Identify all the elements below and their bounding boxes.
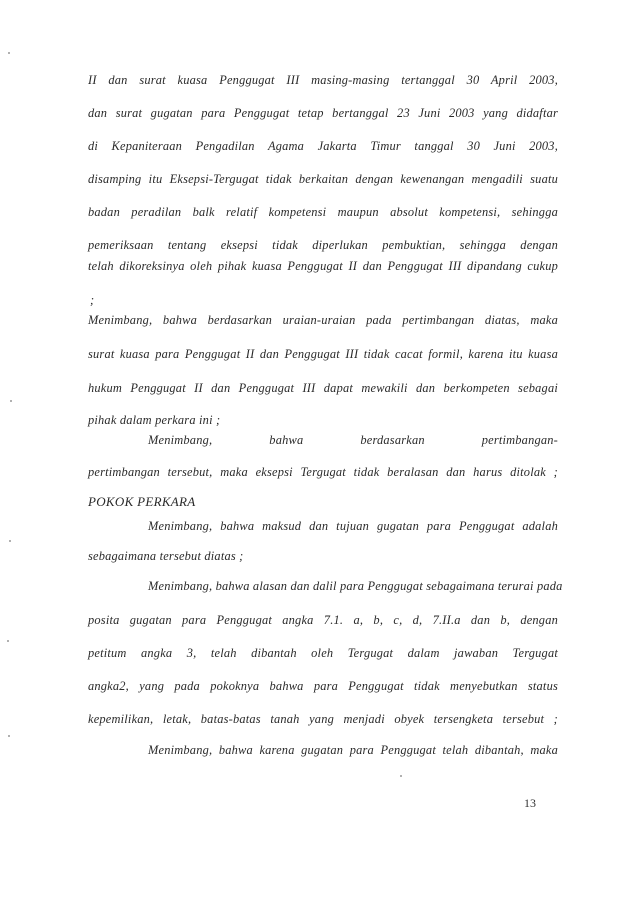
text-line: pertimbangan tersebut, maka eksepsi Tergugat tidak beralasan dan harus ditolak ; [88, 465, 558, 479]
text-line: kepemilikan, letak, batas-batas tanah yang menjadi obyek tersengketa tersebut ; [88, 712, 558, 726]
text-line: Menimbang, bahwa maksud dan tujuan gugatan para Penggugat adalah [148, 519, 558, 533]
text-line: ; [90, 293, 95, 307]
text-line: pemeriksaan tentang eksepsi tidak diperlukan pembuktian, sehingga dengan [88, 238, 558, 252]
text-line: Menimbang, bahwa karena gugatan para Penggugat telah dibantah, maka [148, 743, 558, 757]
text-line: telah dikoreksinya oleh pihak kuasa Penggugat II dan Penggugat III dipandang cukup [88, 259, 558, 273]
scan-speck [8, 52, 10, 54]
text-line: Menimbang, bahwa berdasarkan uraian-uraian pada pertimbangan diatas, maka [88, 313, 558, 327]
text-line: II dan surat kuasa Penggugat III masing-masing tertanggal 30 April 2003, [88, 73, 558, 87]
text-line: surat kuasa para Penggugat II dan Penggugat III tidak cacat formil, karena itu kuasa [88, 347, 558, 361]
scan-speck [9, 540, 11, 542]
text-line: posita gugatan para Penggugat angka 7.1. a, b, c, d, 7.II.a dan b, dengan [88, 613, 558, 627]
text-line: hukum Penggugat II dan Penggugat III dapat mewakili dan berkompeten sebagai [88, 381, 558, 395]
text-line: disamping itu Eksepsi-Tergugat tidak berkaitan dengan kewenangan mengadili suatu [88, 172, 558, 186]
scan-speck [8, 735, 10, 737]
text-line: badan peradilan balk relatif kompetensi maupun absolut kompetensi, sehingga [88, 205, 558, 219]
scan-speck [400, 775, 402, 777]
text-line: sebagaimana tersebut diatas ; [88, 549, 244, 563]
page-number: 13 [524, 796, 536, 810]
text-line: pihak dalam perkara ini ; [88, 413, 221, 427]
section-heading: POKOK PERKARA [88, 494, 196, 509]
text-line: Menimbang, bahwa alasan dan dalil para Penggugat sebagaimana terurai pada [148, 579, 563, 593]
scan-speck [10, 400, 12, 402]
text-line: Menimbang, bahwa berdasarkan pertimbangan- [148, 433, 558, 447]
scan-speck [7, 640, 9, 642]
text-line: di Kepaniteraan Pengadilan Agama Jakarta Timur tanggal 30 Juni 2003, [88, 139, 558, 153]
text-line: angka2, yang pada pokoknya bahwa para Penggugat tidak menyebutkan status [88, 679, 558, 693]
text-line: petitum angka 3, telah dibantah oleh Tergugat dalam jawaban Tergugat [88, 646, 558, 660]
text-line: dan surat gugatan para Penggugat tetap bertanggal 23 Juni 2003 yang didaftar [88, 106, 558, 120]
